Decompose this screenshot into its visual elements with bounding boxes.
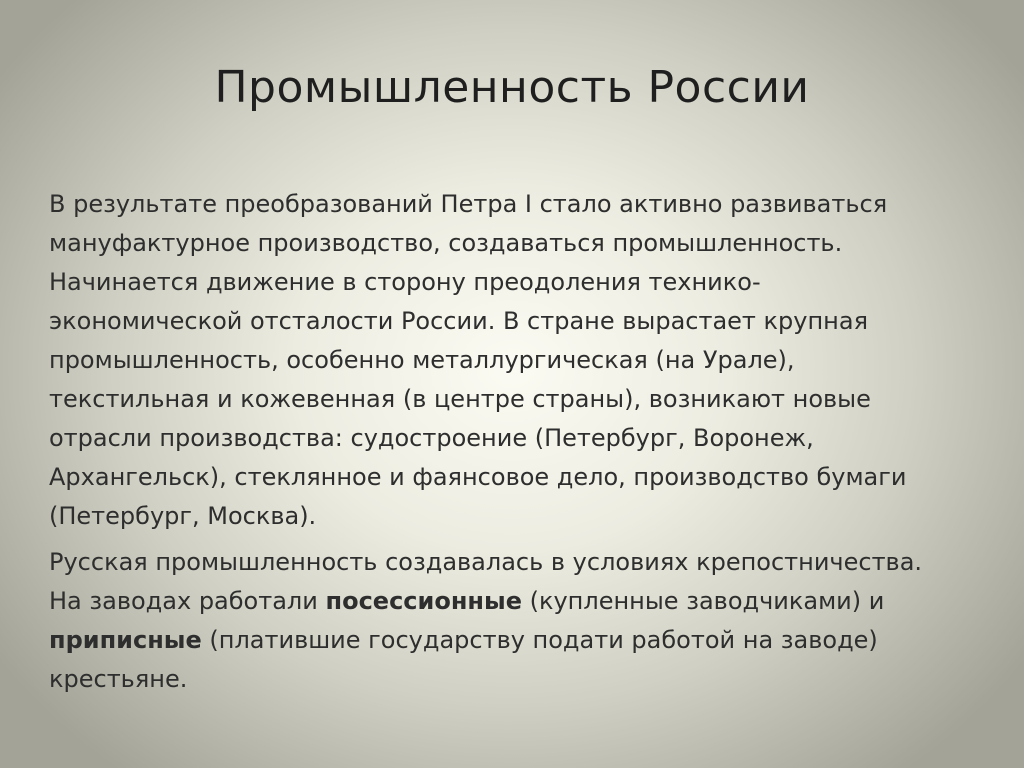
paragraph-line: мануфактурное производство, создаваться промышленность. xyxy=(49,229,843,257)
term-ascribed: приписные xyxy=(49,626,202,654)
paragraph-line: крестьяне. xyxy=(49,665,188,693)
term-possessional: посессионные xyxy=(325,587,522,615)
text-segment: (купленные заводчиками) и xyxy=(521,587,885,615)
paragraph-line: отрасли производства: судостроение (Петербург, Воронеж, xyxy=(49,424,814,452)
slide-title: Промышленность России xyxy=(214,62,810,113)
paragraph-line: В результате преобразований Петра I стало активно развиваться xyxy=(49,190,888,218)
slide-body xyxy=(49,185,999,706)
text-segment: На заводах работали xyxy=(49,587,326,615)
paragraph-line: текстильная и кожевенная (в центре страны), возникают новые xyxy=(49,385,871,413)
paragraph-peter-reforms xyxy=(49,185,999,536)
paragraph-line: (Петербург, Москва). xyxy=(49,502,317,530)
paragraph-line: Русская промышленность создавалась в условиях крепостничества. xyxy=(49,548,923,576)
paragraph-line: Архангельск), стеклянное и фаянсовое дело, производство бумаги xyxy=(49,463,907,491)
text-segment: (платившие государству подати работой на заводе) xyxy=(201,626,878,654)
paragraph-line xyxy=(49,621,999,660)
paragraph-line: промышленность, особенно металлургическая (на Урале), xyxy=(49,346,795,374)
paragraph-line: экономической отсталости России. В стране вырастает крупная xyxy=(49,307,868,335)
paragraph-line xyxy=(49,582,999,621)
paragraph-serfdom xyxy=(49,543,999,699)
paragraph-line: Начинается движение в сторону преодоления технико- xyxy=(49,268,761,296)
